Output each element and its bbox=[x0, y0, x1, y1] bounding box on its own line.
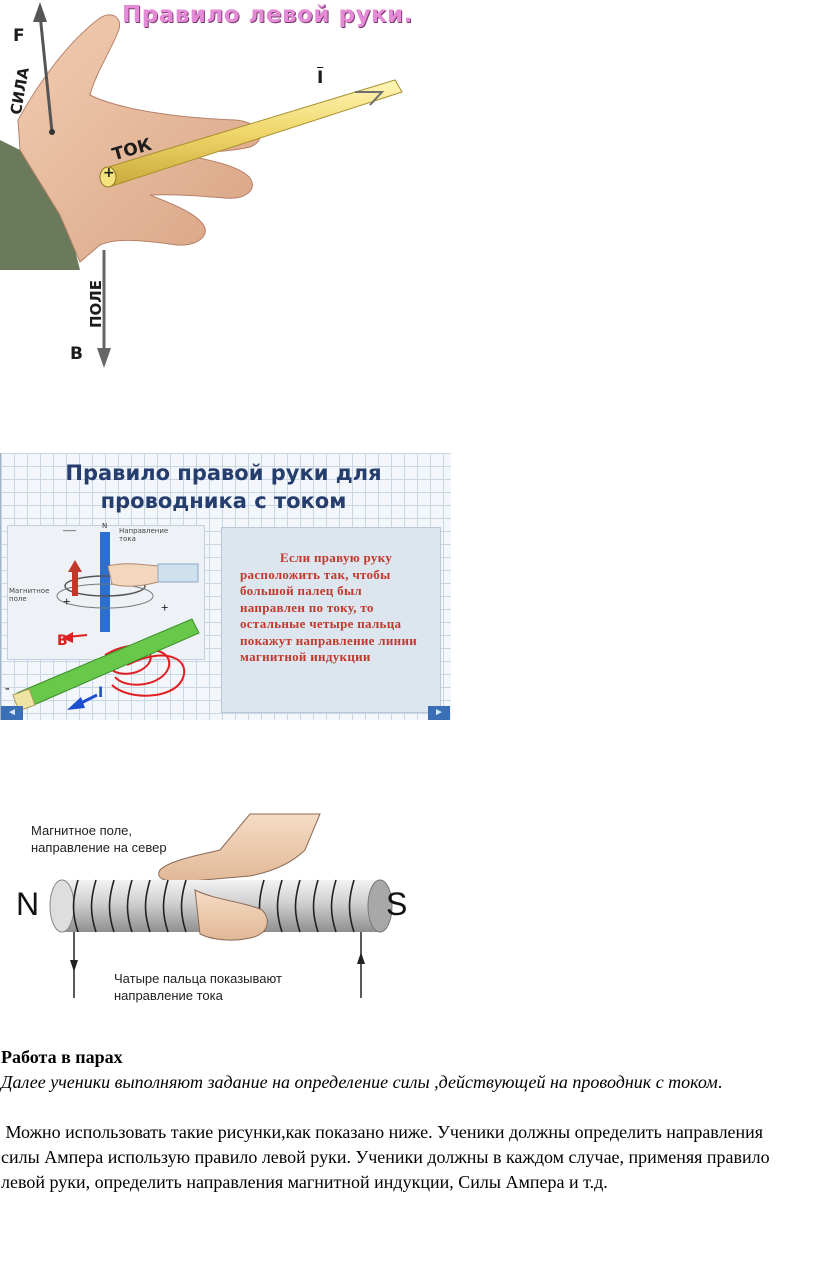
plus-sign: + bbox=[103, 165, 115, 181]
right-hand-rule-slide bbox=[0, 453, 451, 720]
slide-title-line1: Правило правой руки для bbox=[65, 461, 382, 485]
current-direction-label: Направление тока bbox=[119, 527, 169, 543]
slide-title-line2: проводника с током bbox=[100, 489, 347, 513]
figure1-title: Правило левой руки. bbox=[122, 2, 413, 28]
solenoid-figure bbox=[0, 810, 420, 1010]
force-letter: F bbox=[13, 26, 25, 46]
arrow-left-icon: ◄ bbox=[7, 707, 17, 718]
current-label: ТОК bbox=[110, 134, 154, 166]
field-lines-illustration bbox=[7, 605, 215, 715]
field-letter: B bbox=[70, 344, 83, 364]
pole-s: S bbox=[386, 886, 408, 922]
body-paragraph: Можно использовать такие рисунки,как показано ниже. Ученики должны определить направления силы Ампера использую правило левой руки. Ученики должны в каждом случае, применяя правило левой руки, определить направления магнитной индукции, Силы Ампера и т.д. bbox=[1, 1122, 775, 1192]
italic-period: . bbox=[717, 1072, 723, 1092]
document-text bbox=[1, 1045, 801, 1195]
four-fingers-label: Чатыре пальца показывают направление тока bbox=[114, 971, 282, 1003]
rule-text: Если правую руку расположить так, чтобы большой палец был направлен по току, то остальные четыре пальца покажут направление линии магнитной индукции bbox=[240, 550, 418, 664]
italic-sentence bbox=[1, 1070, 801, 1095]
italic-text: Далее ученики выполняют задание на определение силы ,действующей на проводник с током bbox=[1, 1072, 718, 1092]
left-hand-illustration bbox=[0, 0, 420, 400]
minus-label: — bbox=[63, 522, 76, 537]
left-hand-rule-figure bbox=[0, 0, 420, 400]
plus-label-left: + bbox=[63, 594, 71, 609]
section-heading: Работа в парах bbox=[1, 1047, 123, 1067]
minus-label-bottom: - bbox=[5, 681, 10, 696]
field-label: ПОЛЕ bbox=[87, 279, 106, 329]
field-lines-panel bbox=[7, 605, 215, 715]
b-label: B bbox=[57, 633, 68, 649]
force-label: СИЛА bbox=[6, 65, 33, 117]
slide-title bbox=[1, 459, 446, 515]
next-slide-button[interactable] bbox=[428, 706, 450, 720]
arrow-right-icon: ► bbox=[434, 707, 444, 718]
current-letter: $\overline{I}$ bbox=[317, 68, 324, 88]
magnetic-field-label: Магнитное поле bbox=[9, 587, 50, 603]
magnetic-field-north-label: Магнитное поле, направление на север bbox=[31, 823, 167, 855]
rule-text-box bbox=[221, 527, 441, 713]
plus-label-right: + bbox=[161, 600, 169, 615]
i-label: I bbox=[98, 685, 104, 701]
n-label: N bbox=[102, 522, 108, 530]
pole-n: N bbox=[16, 886, 40, 922]
prev-slide-button[interactable] bbox=[1, 706, 23, 720]
